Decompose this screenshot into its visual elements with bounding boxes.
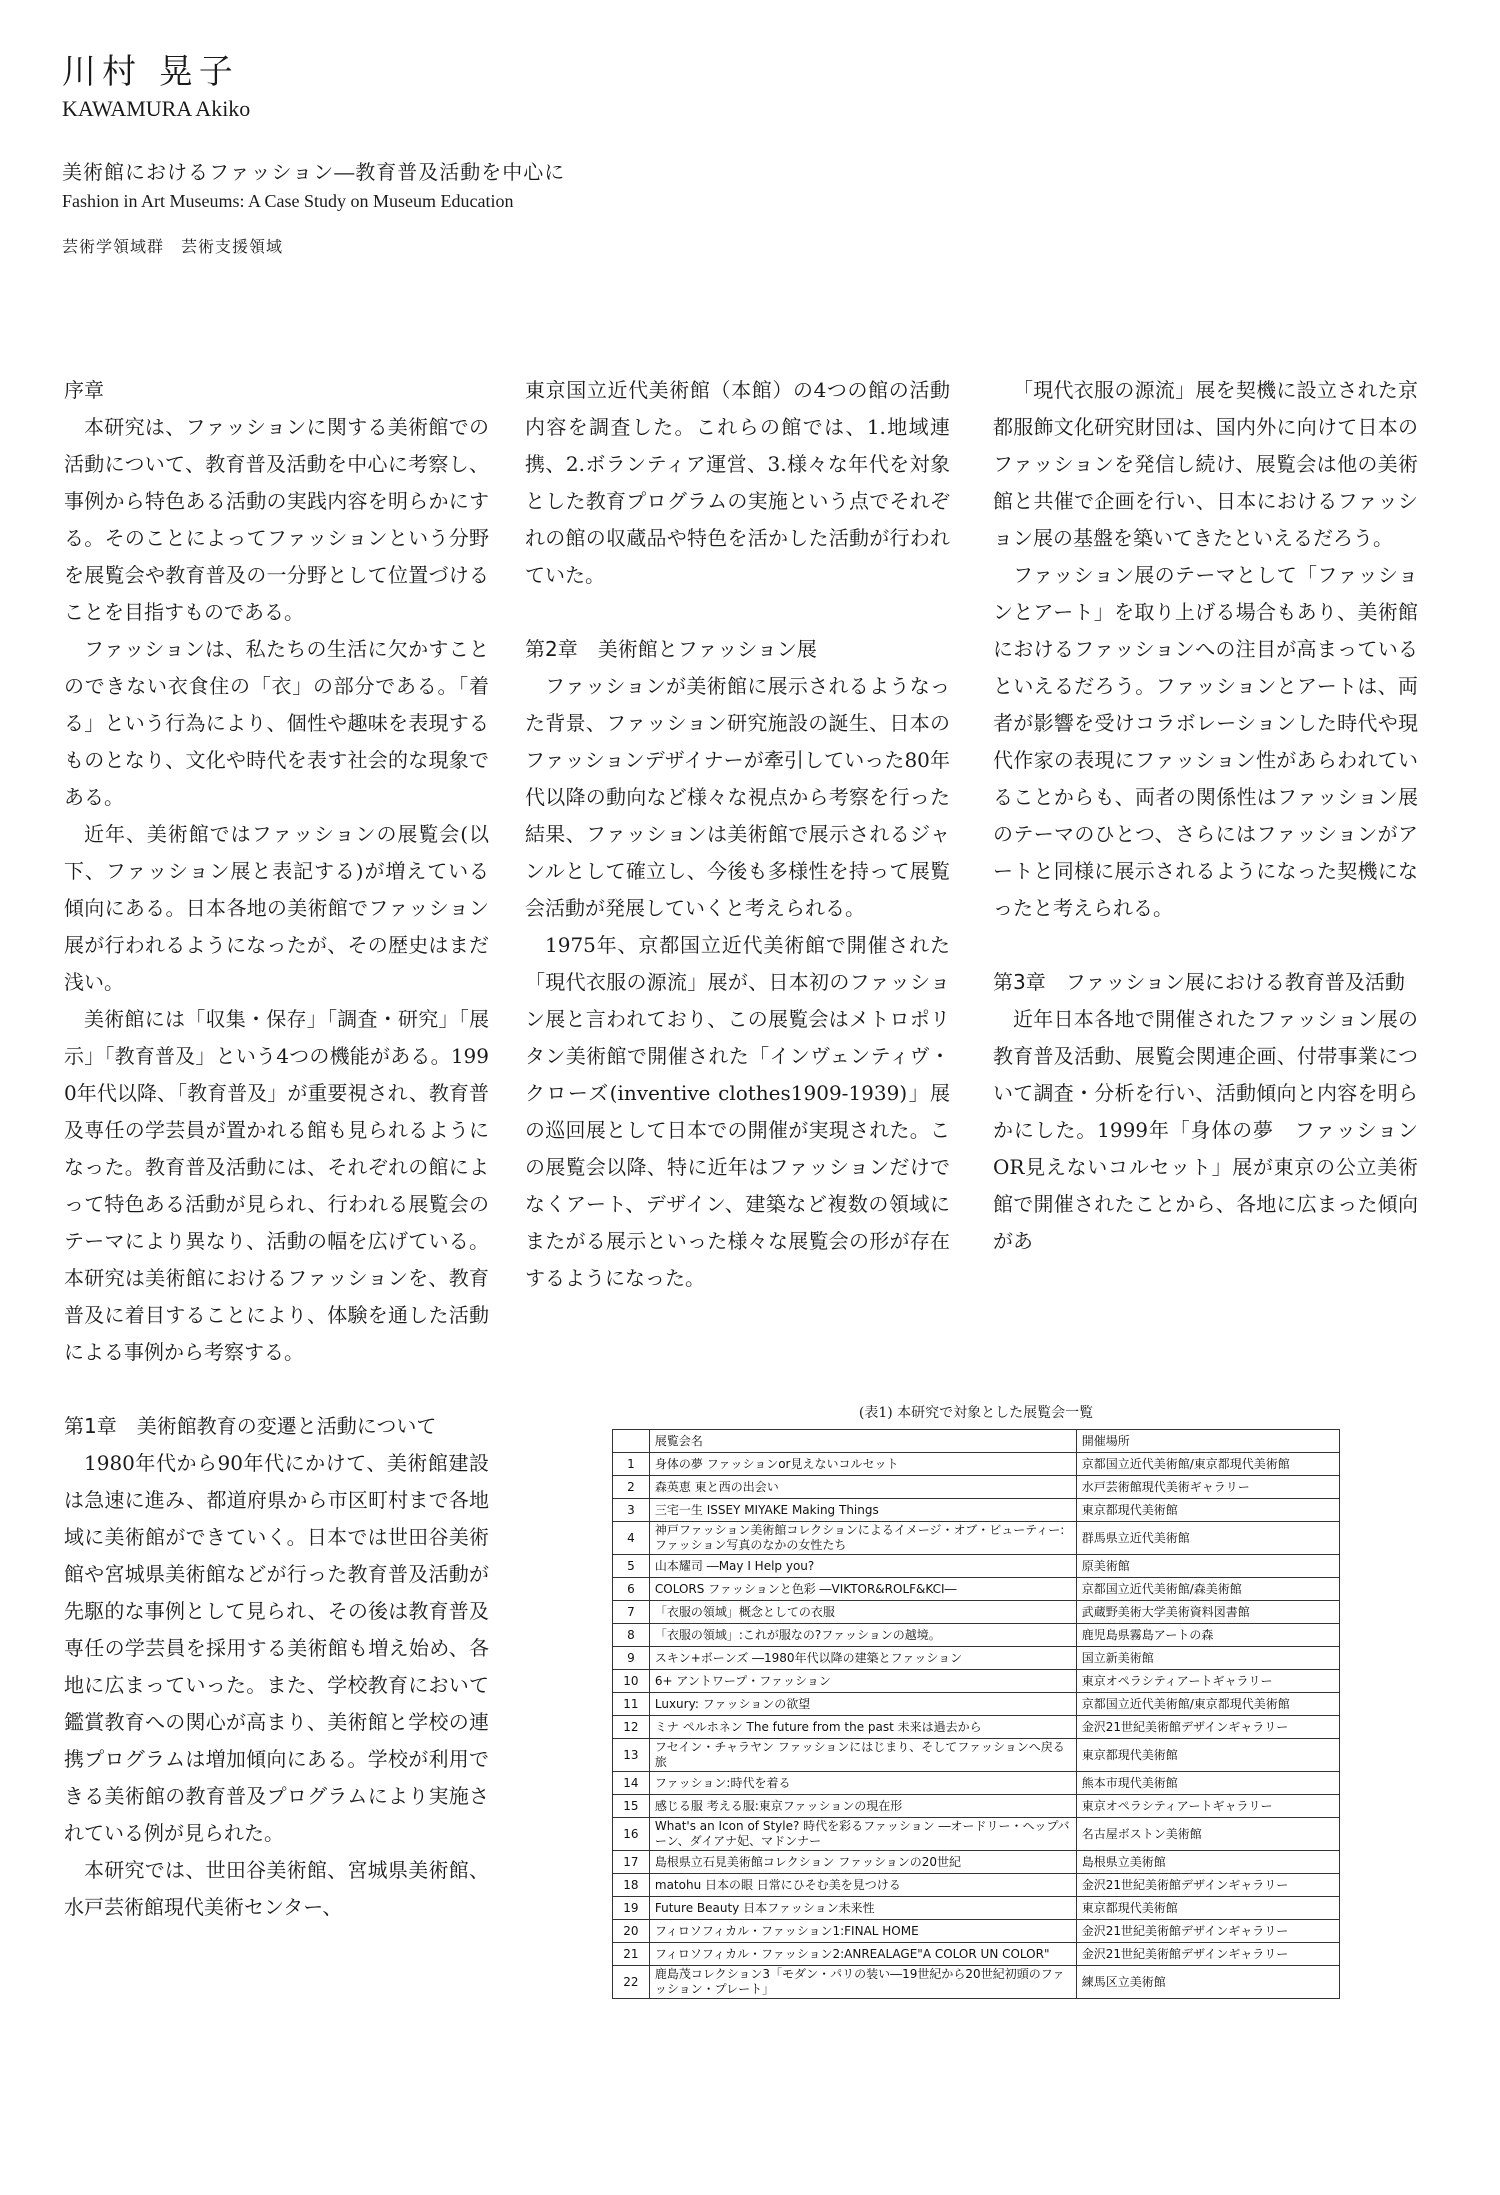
table-row: [613, 1739, 1340, 1772]
article-header: [62, 52, 565, 258]
table-header-venue: 開催場所: [1076, 1430, 1339, 1453]
table-cell-number: 13: [613, 1739, 650, 1772]
table-cell-venue: 東京都現代美術館: [1076, 1499, 1339, 1522]
table-cell-name: 「衣服の領域」概念としての衣服: [649, 1601, 1076, 1624]
table-cell-name: 島根県立石見美術館コレクション ファッションの20世紀: [649, 1851, 1076, 1874]
table-cell-number: 2: [613, 1476, 650, 1499]
table-cell-venue: 京都国立近代美術館/東京都現代美術館: [1076, 1453, 1339, 1476]
table-cell-number: 21: [613, 1943, 650, 1966]
paragraph: 近年、美術館ではファッションの展覧会(以下、ファッション展と表記する)が増えている傾向にある。日本各地の美術館でファッション展が行われるようになったが、その歴史はまだ浅い。: [64, 822, 489, 994]
title-en: Fashion in Art Museums: A Case Study on Museum Education: [62, 191, 514, 211]
table-row: [613, 1818, 1340, 1851]
section-heading-chapter-3: 第3章 ファッション展における教育普及活動: [993, 970, 1405, 994]
table-cell-venue: 島根県立美術館: [1076, 1851, 1339, 1874]
paragraph: 東京国立近代美術館（本館）の4つの館の活動内容を調査した。これらの館では、1.地域連携、2.ボランティア運営、3.様々な年代を対象とした教育プログラムの実施という点でそれぞれの館の収蔵品や特色を活かした活動が行われていた。: [525, 378, 950, 587]
paragraph: 1980年代から90年代にかけて、美術館建設は急速に進み、都道府県から市区町村まで各地域に美術館ができていく。日本では世田谷美術館や宮城県美術館などが行った教育普及活動が先駆的な事例として見られ、その後は教育普及専任の学芸員を採用する美術館も増え始め、各地に広まっていった。また、学校教育において鑑賞教育への関心が高まり、美術館と学校の連携プログラムは増加傾向にある。学校が利用できる美術館の教育普及プログラムにより実施されている例が見られた。: [64, 1451, 489, 1845]
section-heading-chapter-2: 第2章 美術館とファッション展: [525, 637, 817, 661]
table-cell-name: Luxury: ファッションの欲望: [649, 1693, 1076, 1716]
table-header-number: [613, 1430, 650, 1453]
table-cell-name: 感じる服 考える服:東京ファッションの現在形: [649, 1795, 1076, 1818]
table-cell-number: 19: [613, 1897, 650, 1920]
table-cell-name: スキン+ボーンズ ―1980年代以降の建築とファッション: [649, 1647, 1076, 1670]
table-row: [613, 1897, 1340, 1920]
table-cell-name: 山本耀司 ―May I Help you?: [649, 1555, 1076, 1578]
table-cell-venue: 金沢21世紀美術館デザインギャラリー: [1076, 1874, 1339, 1897]
table-cell-venue: 金沢21世紀美術館デザインギャラリー: [1076, 1716, 1339, 1739]
table-cell-name: 三宅一生 ISSEY MIYAKE Making Things: [649, 1499, 1076, 1522]
table-cell-venue: 水戸芸術館現代美術ギャラリー: [1076, 1476, 1339, 1499]
table-cell-venue: 国立新美術館: [1076, 1647, 1339, 1670]
table-cell-name: 「衣服の領域」:これが服なの?ファッションの越境。: [649, 1624, 1076, 1647]
table-row: [613, 1943, 1340, 1966]
table-cell-number: 8: [613, 1624, 650, 1647]
table-row: [613, 1578, 1340, 1601]
table-cell-number: 3: [613, 1499, 650, 1522]
paragraph: 1975年、京都国立近代美術館で開催された「現代衣服の源流」展が、日本初のファッション展と言われており、この展覧会はメトロポリタン美術館で開催された「インヴェンティヴ・クローズ(inventive clothes1909-1939)」展の巡回展として日本での開催が実現された。この展覧会以降、特に近年はファッションだけでなくアート、デザイン、建築など複数の領域にまたがる展示といった様々な展覧会の形が存在するようになった。: [525, 933, 950, 1290]
table-cell-venue: 練馬区立美術館: [1076, 1966, 1339, 1999]
table-row: [613, 1670, 1340, 1693]
table-cell-name: ファッション:時代を着る: [649, 1772, 1076, 1795]
table-cell-number: 15: [613, 1795, 650, 1818]
table-cell-venue: 京都国立近代美術館/森美術館: [1076, 1578, 1339, 1601]
table-cell-number: 5: [613, 1555, 650, 1578]
table-cell-venue: 東京都現代美術館: [1076, 1739, 1339, 1772]
table-cell-number: 7: [613, 1601, 650, 1624]
table-row: [613, 1624, 1340, 1647]
table-row: [613, 1851, 1340, 1874]
table-cell-venue: 東京オペラシティアートギャラリー: [1076, 1670, 1339, 1693]
table-cell-name: フィロソフィカル・ファッション1:FINAL HOME: [649, 1920, 1076, 1943]
table-row: [613, 1499, 1340, 1522]
table-cell-name: フィロソフィカル・ファッション2:ANREALAGE"A COLOR UN COLOR": [649, 1943, 1076, 1966]
table-cell-name: 6+ アントワープ・ファッション: [649, 1670, 1076, 1693]
table-cell-name: 鹿島茂コレクション3「モダン・パリの装い―19世紀から20世紀初頭のファッション・プレート」: [649, 1966, 1076, 1999]
table-cell-venue: 熊本市現代美術館: [1076, 1772, 1339, 1795]
table-cell-name: 森英恵 東と西の出会い: [649, 1476, 1076, 1499]
table-cell-number: 17: [613, 1851, 650, 1874]
paragraph: ファッションが美術館に展示されるようなった背景、ファッション研究施設の誕生、日本のファッションデザイナーが牽引していった80年代以降の動向など様々な視点から考察を行った結果、ファッションは美術館で展示されるジャンルとして確立し、今後も多様性を持って展覧会活動が発展していくと考えられる。: [525, 674, 950, 920]
table-cell-number: 22: [613, 1966, 650, 1999]
table-cell-venue: 原美術館: [1076, 1555, 1339, 1578]
table-cell-name: What's an Icon of Style? 時代を彩るファッション ―オードリー・ヘップバーン、ダイアナ妃、マドンナー: [649, 1818, 1076, 1851]
column-2: [525, 372, 950, 1297]
paragraph: 近年日本各地で開催されたファッション展の教育普及活動、展覧会関連企画、付帯事業について調査・分析を行い、活動傾向と内容を明らかにした。1999年「身体の夢 ファッションOR見えないコルセット」展が東京の公立美術館で開催されたことから、各地に広まった傾向があ: [993, 1007, 1418, 1253]
table-cell-venue: 名古屋ボストン美術館: [1076, 1818, 1339, 1851]
table-cell-number: 4: [613, 1522, 650, 1555]
paragraph: ファッションは、私たちの生活に欠かすことのできない衣食住の「衣」の部分である。「着る」という行為により、個性や趣味を表現するものとなり、文化や時代を表す社会的な現象である。: [64, 637, 489, 809]
table-row: [613, 1601, 1340, 1624]
paragraph: ファッション展のテーマとして「ファッションとアート」を取り上げる場合もあり、美術館におけるファッションへの注目が高まっているといえるだろう。ファッションとアートは、両者が影響を受けコラボレーションした時代や現代作家の表現にファッション性があらわれていることからも、両者の関係性はファッション展のテーマのひとつ、さらにはファッションがアートと同様に展示されるようになった契機になったと考えられる。: [993, 563, 1418, 920]
table-row: [613, 1716, 1340, 1739]
table-row: [613, 1966, 1340, 1999]
table-cell-number: 14: [613, 1772, 650, 1795]
column-1: [64, 372, 489, 1926]
table-cell-name: 身体の夢 ファッションor見えないコルセット: [649, 1453, 1076, 1476]
table-cell-venue: 金沢21世紀美術館デザインギャラリー: [1076, 1920, 1339, 1943]
column-3: [993, 372, 1418, 1260]
title-ja: 美術館におけるファッション―教育普及活動を中心に: [62, 160, 566, 184]
table-cell-venue: 東京オペラシティアートギャラリー: [1076, 1795, 1339, 1818]
table-cell-venue: 鹿児島県霧島アートの森: [1076, 1624, 1339, 1647]
table-cell-number: 18: [613, 1874, 650, 1897]
table-cell-number: 16: [613, 1818, 650, 1851]
table-cell-name: 神戸ファッション美術館コレクションによるイメージ・オブ・ビューティー: ファッション写真のなかの女性たち: [649, 1522, 1076, 1555]
table-cell-name: フセイン・チャラヤン ファッションにはじまり、そしてファッションへ戻る旅: [649, 1739, 1076, 1772]
paragraph: 本研究は、ファッションに関する美術館での活動について、教育普及活動を中心に考察し、事例から特色ある活動の実践内容を明らかにする。そのことによってファッションという分野を展覧会や教育普及の一分野として位置づけることを目指すものである。: [64, 415, 489, 624]
exhibition-table: [612, 1429, 1340, 1999]
table-row: [613, 1795, 1340, 1818]
table-caption: (表1) 本研究で対象とした展覧会一覧: [858, 1405, 1094, 1421]
author-name-ja: 川村 晃子: [62, 52, 239, 92]
table-row: [613, 1693, 1340, 1716]
table-cell-name: COLORS ファッションと色彩 ―VIKTOR&ROLF&KCI―: [649, 1578, 1076, 1601]
table-cell-venue: 東京都現代美術館: [1076, 1897, 1339, 1920]
table-body: [613, 1453, 1340, 1999]
table-row: [613, 1453, 1340, 1476]
table-cell-venue: 群馬県立近代美術館: [1076, 1522, 1339, 1555]
section-heading-chapter-1: 第1章 美術館教育の変遷と活動について: [64, 1414, 437, 1438]
table-cell-number: 6: [613, 1578, 650, 1601]
table-header-row: [613, 1430, 1340, 1453]
table-row: [613, 1920, 1340, 1943]
exhibition-table-block: [612, 1403, 1340, 1999]
table-cell-name: matohu 日本の眼 日常にひそむ美を見つける: [649, 1874, 1076, 1897]
table-header-name: 展覧会名: [649, 1430, 1076, 1453]
paragraph: 「現代衣服の源流」展を契機に設立された京都服飾文化研究財団は、国内外に向けて日本のファッションを発信し続け、展覧会は他の美術館と共催で企画を行い、日本におけるファッション展の基盤を築いてきたといえるだろう。: [993, 378, 1418, 550]
section-heading-intro: 序章: [64, 378, 104, 402]
table-cell-name: ミナ ペルホネン The future from the past 未来は過去から: [649, 1716, 1076, 1739]
table-cell-number: 1: [613, 1453, 650, 1476]
table-row: [613, 1772, 1340, 1795]
table-row: [613, 1647, 1340, 1670]
paragraph: 美術館には「収集・保存」「調査・研究」「展示」「教育普及」という4つの機能がある。1990年代以降、「教育普及」が重要視され、教育普及専任の学芸員が置かれる館も見られるようになった。教育普及活動には、それぞれの館によって特色ある活動が見られ、行われる展覧会のテーマにより異なり、活動の幅を広げている。本研究は美術館におけるファッションを、教育普及に着目することにより、体験を通した活動による事例から考察する。: [64, 1007, 489, 1364]
table-row: [613, 1476, 1340, 1499]
table-cell-name: Future Beauty 日本ファッション未来性: [649, 1897, 1076, 1920]
table-cell-venue: 武蔵野美術大学美術資料図書館: [1076, 1601, 1339, 1624]
table-cell-number: 11: [613, 1693, 650, 1716]
table-cell-venue: 京都国立近代美術館/東京都現代美術館: [1076, 1693, 1339, 1716]
table-cell-number: 20: [613, 1920, 650, 1943]
table-row: [613, 1555, 1340, 1578]
author-name-en: KAWAMURA Akiko: [62, 96, 251, 121]
table-cell-number: 12: [613, 1716, 650, 1739]
table-cell-venue: 金沢21世紀美術館デザインギャラリー: [1076, 1943, 1339, 1966]
table-cell-number: 9: [613, 1647, 650, 1670]
table-cell-number: 10: [613, 1670, 650, 1693]
affiliation: 芸術学領域群 芸術支援領域: [62, 237, 284, 256]
table-row: [613, 1874, 1340, 1897]
table-row: [613, 1522, 1340, 1555]
paragraph: 本研究では、世田谷美術館、宮城県美術館、水戸芸術館現代美術センター、: [64, 1858, 489, 1919]
